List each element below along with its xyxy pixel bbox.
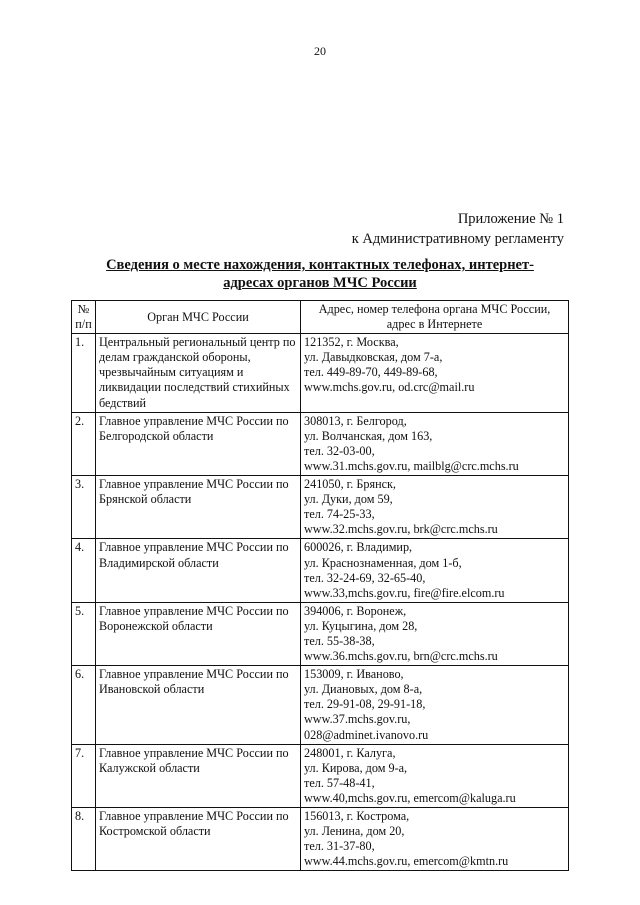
address-line: ул. Куцыгина, дом 28, — [304, 618, 418, 633]
organization-name: Главное управление МЧС России по Калужской области — [99, 745, 289, 775]
row-address — [301, 476, 569, 539]
address-line: ул. Краснознаменная, дом 1-б, — [304, 555, 462, 570]
row-organization — [96, 334, 301, 412]
address-line: тел. 32-03-00, — [304, 443, 375, 458]
row-number: 3. — [72, 476, 96, 539]
row-number: 7. — [72, 744, 96, 807]
table-row — [72, 744, 569, 807]
address-line: www.36.mchs.gov.ru, brn@crc.mchs.ru — [304, 649, 498, 664]
row-number: 5. — [72, 602, 96, 665]
header-org: Орган МЧС России — [96, 301, 301, 334]
organization-name: Главное управление МЧС России по Воронежской области — [99, 603, 289, 633]
address-line: www.31.mchs.gov.ru, mailblg@crc.mchs.ru — [304, 458, 519, 473]
row-address — [301, 334, 569, 412]
address-line: 308013, г. Белгород, — [304, 413, 407, 428]
document-title-line-1: Сведения о месте нахождения, контактных телефонах, интернет- — [106, 257, 534, 273]
organization-name: Главное управление МЧС России по Ивановской области — [99, 667, 289, 697]
row-organization — [96, 539, 301, 602]
organization-name: Главное управление МЧС России по Владимирской области — [99, 540, 289, 570]
address-line: ул. Давыдковская, дом 7-а, — [304, 350, 443, 365]
row-address — [301, 539, 569, 602]
appendix-line-2: к Административному регламенту — [351, 231, 564, 247]
table-body — [72, 334, 569, 871]
address-line: тел. 449-89-70, 449-89-68, — [304, 365, 438, 380]
row-number: 4. — [72, 539, 96, 602]
address-line: тел. 31-37-80, — [304, 839, 375, 854]
row-organization — [96, 476, 301, 539]
row-address — [301, 744, 569, 807]
address-line: тел. 29-91-08, 29-91-18, — [304, 697, 426, 712]
address-line: ул. Ленина, дом 20, — [304, 824, 405, 839]
document-title-line-2: адресах органов МЧС России — [223, 275, 417, 291]
table-row — [72, 808, 569, 871]
address-line: www.32.mchs.gov.ru, brk@crc.mchs.ru — [304, 522, 498, 537]
address-line: 248001, г. Калуга, — [304, 745, 396, 760]
organization-name: Главное управление МЧС России по Белгородской области — [99, 413, 289, 443]
organization-name: Главное управление МЧС России по Брянской области — [99, 477, 289, 507]
row-organization — [96, 808, 301, 871]
address-line: ул. Кирова, дом 9-а, — [304, 760, 408, 775]
row-organization — [96, 412, 301, 475]
row-address — [301, 666, 569, 744]
document-title — [60, 256, 580, 292]
row-number: 1. — [72, 334, 96, 412]
address-line: тел. 57-48-41, — [304, 775, 375, 790]
address-line: 153009, г. Иваново, — [304, 667, 404, 682]
row-number: 8. — [72, 808, 96, 871]
row-address — [301, 602, 569, 665]
address-line: ул. Дуки, дом 59, — [304, 492, 393, 507]
address-line: www.33,mchs.gov.ru, fire@fire.elcom.ru — [304, 585, 505, 600]
address-line: 600026, г. Владимир, — [304, 540, 413, 555]
table-row — [72, 666, 569, 744]
address-line: ул. Волчанская, дом 163, — [304, 428, 433, 443]
address-line: 156013, г. Кострома, — [304, 809, 410, 823]
table-row — [72, 334, 569, 412]
row-number: 2. — [72, 412, 96, 475]
address-line: www.40,mchs.gov.ru, emercom@kaluga.ru — [304, 790, 516, 805]
row-organization — [96, 744, 301, 807]
header-num: № п/п — [72, 301, 96, 334]
address-line: www.mchs.gov.ru, od.crc@mail.ru — [304, 380, 475, 395]
address-line: ул. Диановых, дом 8-а, — [304, 682, 423, 697]
row-organization — [96, 666, 301, 744]
row-address — [301, 412, 569, 475]
row-organization — [96, 602, 301, 665]
header-addr: Адрес, номер телефона органа МЧС России, адрес в Интернете — [301, 301, 569, 334]
table-row — [72, 412, 569, 475]
table-header-row — [72, 301, 569, 334]
address-line: www.37.mchs.gov.ru, — [304, 712, 411, 727]
organization-name: Центральный региональный центр по делам гражданской обороны, чрезвычайным ситуациям и ликвидации последствий стихийных бедствий — [99, 335, 296, 410]
appendix-header — [352, 209, 564, 249]
table-row — [72, 476, 569, 539]
address-line: тел. 32-24-69, 32-65-40, — [304, 570, 426, 585]
address-line: тел. 55-38-38, — [304, 633, 375, 648]
page-number: 20 — [314, 44, 326, 58]
address-line: тел. 74-25-33, — [304, 507, 375, 522]
table-row — [72, 602, 569, 665]
address-line: www.44.mchs.gov.ru, emercom@kmtn.ru — [304, 854, 509, 869]
address-line: 028@adminet.ivanovo.ru — [304, 727, 429, 742]
row-number: 6. — [72, 666, 96, 744]
row-address — [301, 808, 569, 871]
appendix-line-1: Приложение № 1 — [457, 211, 564, 227]
organization-name: Главное управление МЧС России по Костромской области — [99, 809, 289, 839]
address-line: 394006, г. Воронеж, — [304, 603, 407, 618]
address-line: 121352, г. Москва, — [304, 335, 399, 350]
registry-table — [71, 300, 569, 871]
address-line: 241050, г. Брянск, — [304, 477, 396, 492]
table-row — [72, 539, 569, 602]
